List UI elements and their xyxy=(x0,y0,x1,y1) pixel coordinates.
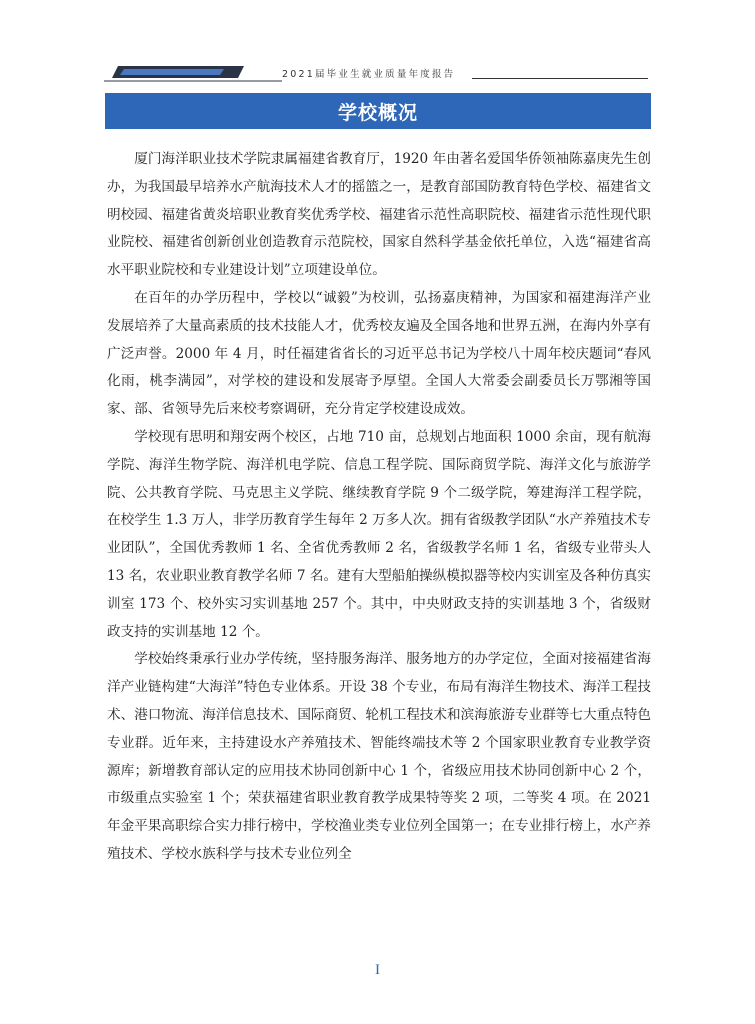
paragraph-campus: 学校现有思明和翔安两个校区，占地 710 亩，总规划占地面积 1000 余亩，现有航海学院、海洋生物学院、海洋机电学院、信息工程学院、国际商贸学院、海洋文化与旅游学院、公共教育学院、马克思主义学院、继续教育学院 9 个二级学院，筹建海洋工程学院，在校学生 1.3 万人，非学历教育学生每年 2 万多人次。拥有省级教学团队“水产养殖技术专业团队”，全国优秀教师 1 名、全省优秀教师 2 名，省级教学名师 1 名，省级专业带头人 13 名，农业职业教育教学名师 7 名。建有大型船舶操纵模拟器等校内实训室及各种仿真实训室 173 个、校外实习实训基地 257 个。其中，中央财政支持的实训基地 3 个，省级财政支持的实训基地 12 个。 xyxy=(107,428,651,640)
paragraph-majors: 学校始终秉承行业办学传统，坚持服务海洋、服务地方的办学定位，全面对接福建省海洋产业链构建“大海洋”特色专业体系。开设 38 个专业，布局有海洋生物技术、海洋工程技术、港口物流、海洋信息技术、国际商贸、轮机工程技术和滨海旅游专业群等七大重点特色专业群。近年来，主持建设水产养殖技术、智能终端技术等 2 个国家职业教育专业教学资源库；新增教育部认定的应用技术协同创新中心 1 个，省级应用技术协同创新中心 2 个，市级重点实验室 1 个；荣获福建省职业教育教学成果特等奖 2 项，二等奖 4 项。在 2021 年金平果高职综合实力排行榜中，学校渔业类专业位列全国第一；在专业排行榜上，水产养殖技术、学校水族科学与技术专业位列全 xyxy=(107,651,651,862)
report-title: 2021届毕业生就业质量年度报告 xyxy=(282,69,456,80)
paragraph-history: 厦门海洋职业技术学院隶属福建省教育厅，1920 年由著名爱国华侨领袖陈嘉庚先生创办，为我国最早培养水产航海技术人才的摇篮之一，是教育部国防教育特色学校、福建省文明校园、福建省黄炎培职业教育奖优秀学校、福建省示范性高职院校、福建省示范性现代职业院校、福建省创新创业创造教育示范院校，国家自然科学基金依托单位，入选“福建省高水平职业院校和专业建设计划”立项建设单位。 xyxy=(107,151,651,279)
paragraph-development: 在百年的办学历程中，学校以“诚毅”为校训，弘扬嘉庚精神，为国家和福建海洋产业发展培养了大量高素质的技术技能人才，优秀校友遍及全国各地和世界五洲，在海内外享有广泛声誉。2000 年 4 月，时任福建省省长的习近平总书记为学校八十周年校庆题词“春风化雨，桃李满园”，对学校的建设和发展寄予厚望。全国人大常委会副委员长万鄂湘等国家、部、省领导先后来校考察调研，充分肯定学校建设成效。 xyxy=(107,289,651,418)
body-text xyxy=(107,146,651,869)
section-title-bar xyxy=(105,93,651,129)
report-header xyxy=(104,64,650,84)
header-divider xyxy=(472,78,648,79)
header-decoration-icon xyxy=(104,64,282,84)
page-number: I xyxy=(375,962,380,978)
section-title: 学校概况 xyxy=(337,101,418,124)
